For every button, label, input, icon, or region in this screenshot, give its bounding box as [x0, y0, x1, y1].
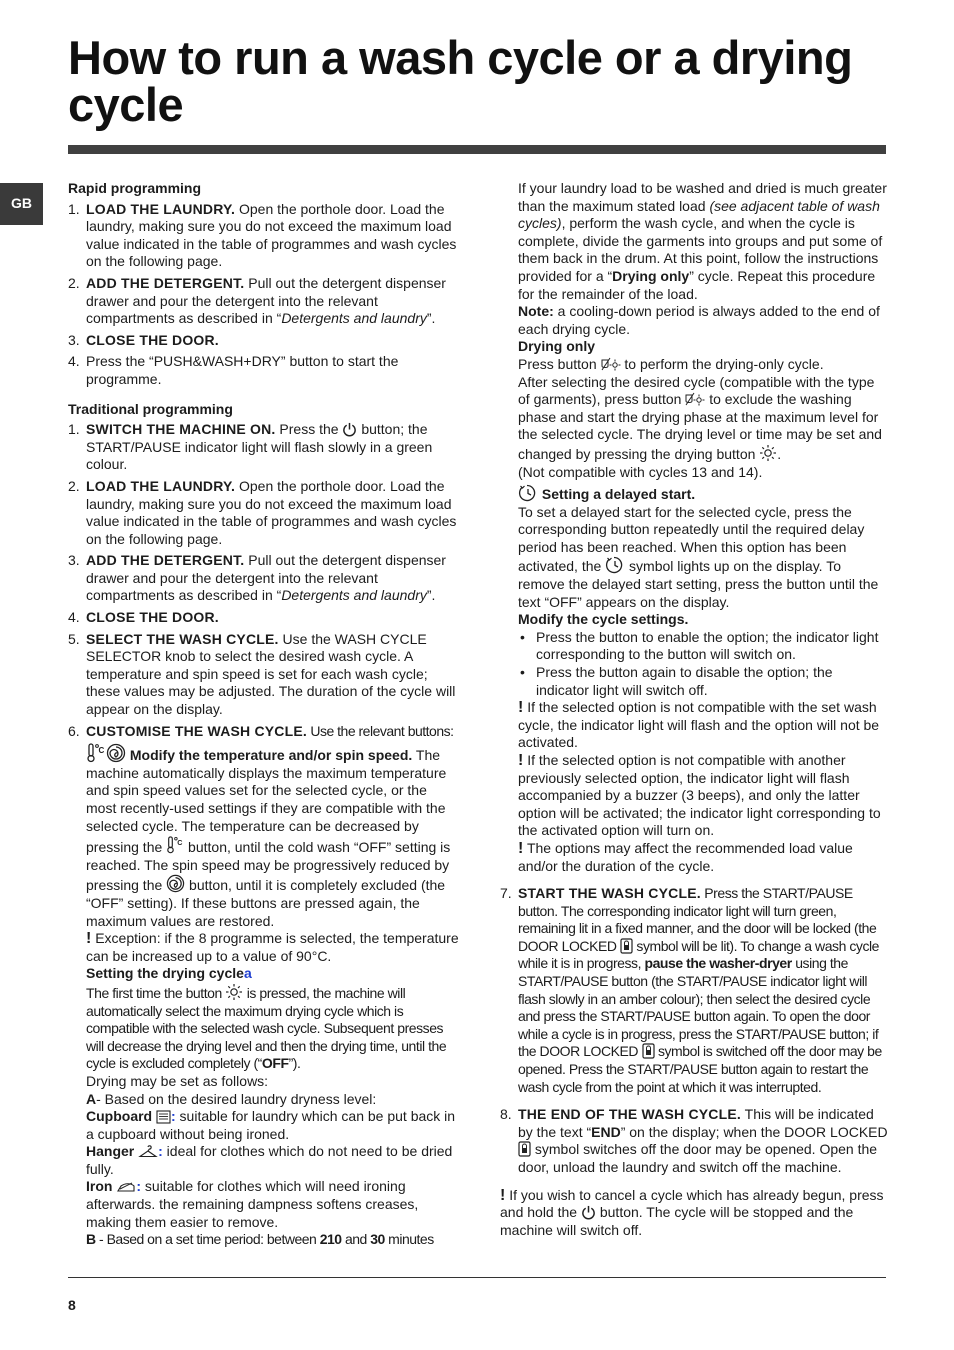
door-locked-icon	[620, 938, 633, 954]
drying-heading-suffix: a	[243, 965, 252, 982]
option-b-unit: minutes	[384, 1231, 434, 1248]
intro-a: If your laundry load to be washed and dried is much greater than the maximum stated load	[518, 180, 887, 214]
rapid-steps	[68, 201, 460, 389]
cupboard-label: Cupboard	[86, 1108, 156, 1125]
spin-icon	[106, 743, 126, 763]
step-text: Use the relevant buttons:	[306, 722, 454, 739]
exception-text: Exception: if the 8 programme is selected, the temperature can be increased up to a value of 90°C.	[86, 930, 459, 964]
cupboard-colon: :	[171, 1108, 176, 1125]
drying-only-icon	[601, 356, 621, 372]
temperature-icon	[86, 743, 106, 763]
traditional-steps	[68, 421, 460, 1249]
step-text: symbol switches off the door may be opened. Open the door, unload the laundry and switch off the machine.	[518, 1141, 878, 1175]
drying-text	[86, 983, 460, 1073]
step-title: CUSTOMISE THE WASH CYCLE.	[86, 722, 307, 739]
drying-heading-text: Setting the drying cycle	[86, 965, 244, 982]
delay-b: symbol lights up on the display. To remove the delayed start setting, press the button until the text “OFF” appears on the display.	[518, 558, 879, 610]
footer-rule	[68, 1277, 886, 1278]
title-rule	[68, 145, 886, 154]
warning-3	[518, 840, 888, 875]
delay-text	[518, 504, 888, 612]
step-title: THE END OF THE WASH CYCLE.	[518, 1106, 741, 1123]
warning-mark: !	[518, 699, 524, 717]
step-text: ” on the display; when the DOOR LOCKED	[620, 1123, 888, 1140]
step-text-end: ”.	[426, 310, 436, 327]
option-b-max: 210	[319, 1231, 342, 1248]
modify-text: The machine automatically displays the maximum temperature and spin speed values set for the selected cycle, or the most recently-used settings if they are compatible with the selected cycle. The temperature can be decreased by pressing the	[86, 747, 447, 856]
rapid-step-1	[68, 201, 460, 271]
step-text: button; the START/PAUSE indicator light will flash slowly in a green colour.	[86, 421, 433, 473]
step-text: Use the WASH CYCLE SELECTOR knob to select the desired wash cycle. A temperature and spin speed is set for each wash cycle; these values may be adjusted. The duration of the cycle will appear on the display.	[86, 630, 456, 718]
cancel-text: button. The cycle will be stopped and the machine will switch off.	[500, 1204, 854, 1238]
step-ref: Detergents and laundry	[281, 310, 427, 327]
modify-bullet: • Press the button to enable the option; the indicator light corresponding to the button will switch on.	[518, 629, 888, 664]
iron-option	[86, 1178, 460, 1231]
rapid-step-4	[68, 353, 460, 388]
option-b-label: B	[86, 1231, 96, 1248]
iron-text: suitable for clothes which will need ironing afterwards. the remaining dampness softens creases, making them easier to remove.	[86, 1178, 419, 1230]
door-locked-icon	[642, 1043, 655, 1059]
option-a-text: - Based on the desired laundry dryness level:	[96, 1090, 377, 1107]
drying-only-icon	[685, 391, 705, 407]
step-title: ADD THE DETERGENT.	[86, 552, 245, 569]
step-7	[500, 885, 888, 1096]
step-title: ADD THE DETERGENT.	[86, 274, 245, 291]
note-text: a cooling-down period is always added to the end of each drying cycle.	[518, 303, 880, 337]
warning-2	[518, 752, 888, 840]
hanger-icon	[138, 1145, 158, 1159]
right-steps-column	[500, 885, 888, 1239]
step-text: Press the	[275, 421, 343, 438]
step-number: 8.	[500, 1106, 512, 1123]
right-column	[518, 180, 888, 875]
hanger-text: ideal for clothes which do not need to be dried fully.	[86, 1143, 453, 1177]
intro-drying-only: Drying only	[612, 267, 690, 284]
hanger-colon: :	[158, 1143, 163, 1160]
rapid-heading: Rapid programming	[68, 180, 202, 196]
delay-icon	[518, 484, 538, 502]
step-text: This will be indicated by the text “	[518, 1106, 874, 1140]
drying-icon	[225, 983, 243, 1001]
cancel-text: If you wish to cancel a cycle which has already begun, press and hold the	[500, 1186, 884, 1221]
warning-mark: !	[86, 930, 92, 948]
step-text: Open the porthole door. Load the laundry, making sure you do not exceed the maximum load value indicated in the table of programmes and wash cycles on the following page.	[86, 200, 457, 270]
warning-mark: !	[500, 1186, 506, 1204]
step-title: SELECT THE WASH CYCLE.	[86, 630, 279, 647]
trad-step-2	[68, 478, 460, 548]
step-text: Pull out the detergent dispenser drawer and pour the detergent into the relevant compartments as described in “	[86, 274, 446, 327]
drying-only-text	[518, 356, 888, 374]
drying-heading	[86, 965, 460, 983]
warning-text: If the selected option is not compatible with another previously selected option, the indicator light will flash accompanied by a buzzer (3 beeps), and only the latter option will be activated; the indicator light corresponding to the activated option will turn on.	[518, 752, 881, 839]
option-b	[86, 1231, 460, 1249]
rapid-step-2	[68, 275, 460, 328]
drying-only-heading: Drying only	[518, 338, 596, 355]
trad-step-3	[68, 552, 460, 605]
power-icon	[581, 1205, 596, 1220]
modify-temp-spin	[86, 743, 460, 930]
option-b-and: and	[341, 1231, 371, 1248]
drying-icon	[759, 444, 777, 462]
intro-c: ” cycle. Repeat this procedure for the remainder of the load.	[518, 267, 876, 302]
modify-settings-heading: Modify the cycle settings.	[518, 611, 689, 628]
cupboard-option	[86, 1108, 460, 1143]
warning-text: If the selected option is not compatible with the set wash cycle, the indicator light will flash and the option will not be activated.	[518, 699, 880, 751]
intro-b: , perform the wash cycle, and when the cycle is complete, divide the garments into groups and put some of them back in the drum. At this point, follow the instructions provided for a “	[518, 215, 883, 284]
drying-only-e: .	[777, 445, 782, 462]
rapid-step-3	[68, 332, 460, 350]
modify-heading: Modify the temperature and/or spin speed.	[126, 747, 413, 764]
step-number: 3.	[68, 552, 80, 569]
modify-text: button, until it is completely excluded (the “OFF” setting). If these buttons are pressed again, the maximum values are restored.	[86, 877, 446, 929]
step-number: 2.	[68, 274, 80, 291]
svg-text:C: C	[98, 746, 105, 756]
drying-only-a: Press button	[518, 355, 601, 372]
step-text-end: ”.	[426, 587, 436, 604]
step-number: 3.	[68, 331, 80, 348]
drying-only-d: to exclude the washing phase and start the drying phase at the maximum level for the selected cycle. The drying level or time may be set and changed by pressing the drying button	[518, 391, 882, 462]
drying-text-c: ”).	[288, 1055, 301, 1072]
step-number: 5.	[68, 630, 80, 647]
step-text: Pull out the detergent dispenser drawer and pour the detergent into the relevant compartments as described in “	[86, 552, 446, 604]
step-number: 4.	[68, 353, 80, 370]
step-title: CLOSE THE DOOR.	[86, 609, 219, 626]
drying-text-a: The first time the button	[86, 984, 226, 1001]
step-text: using the START/PAUSE button (the START/PAUSE indicator light will flash slowly in an amber colour); then select the desired cycle and press the START/PAUSE button again. To open the door while a cycle is in progress, press the START/PAUSE button; if the DOOR LOCKED	[518, 955, 879, 1060]
spin-icon	[166, 874, 185, 893]
exception-note	[86, 930, 460, 965]
final-steps	[500, 885, 888, 1177]
hanger-option	[86, 1143, 460, 1178]
option-a-label: A	[86, 1090, 97, 1107]
end-text: END	[591, 1123, 621, 1140]
traditional-heading: Traditional programming	[68, 400, 233, 417]
modify-settings-list	[518, 629, 888, 699]
iron-colon: :	[136, 1178, 142, 1195]
option-b-min: 30	[370, 1231, 385, 1248]
temperature-icon	[166, 835, 184, 855]
step-ref: Detergents and laundry	[281, 587, 427, 604]
drying-only-b: to perform the drying-only cycle.	[620, 355, 824, 372]
hanger-label: Hanger	[86, 1143, 139, 1160]
page-title: How to run a wash cycle or a drying cycle	[68, 31, 853, 131]
drying-text-b: is pressed, the machine will automatically select the maximum drying cycle which is compatible with the selected wash cycle. Subsequent presses will decrease the drying level and then the drying time, until the cycle is excluded completely (“	[86, 984, 447, 1072]
option-b-text: - Based on a set time period: between	[95, 1231, 320, 1248]
cupboard-text: suitable for laundry which can be put back in a cupboard without being ironed.	[86, 1108, 456, 1142]
trad-step-6	[68, 723, 460, 1249]
intro-ref: (see adjacent table of wash cycles)	[518, 197, 880, 232]
step-number: 6.	[68, 722, 80, 739]
modify-bullet: • Press the button again to disable the option; the indicator light will switch off.	[518, 664, 888, 699]
step-text: symbol will be lit). To change a wash cycle while it is in progress,	[518, 937, 880, 972]
delay-a: To set a delayed start for the selected cycle, press the corresponding button repeatedly until the required delay period has been reached. When this option has been activated, the	[518, 503, 865, 575]
step-title: LOAD THE LAUNDRY.	[86, 477, 236, 494]
cooling-note	[518, 303, 888, 338]
page-number: 8	[68, 1297, 76, 1313]
step-number: 1.	[68, 200, 80, 217]
delay-heading	[518, 484, 888, 504]
delay-icon	[605, 556, 625, 574]
step-text: Press the START/PAUSE button. The corresponding indicator light will turn green, remaining lit in a fixed manner, and the door will be locked (the DOOR LOCKED	[518, 885, 877, 954]
cupboard-icon	[156, 1110, 171, 1124]
step-title: CLOSE THE DOOR.	[86, 331, 219, 348]
svg-text:C: C	[177, 838, 183, 848]
left-column	[68, 180, 460, 1261]
option-a	[86, 1091, 460, 1109]
step-number: 4.	[68, 609, 80, 626]
drying-only-c: After selecting the desired cycle (compatible with the type of garments), press button	[518, 373, 875, 408]
warning-mark: !	[518, 839, 524, 857]
door-locked-icon	[518, 1141, 531, 1157]
step-title: START THE WASH CYCLE.	[518, 885, 701, 901]
step-number: 2.	[68, 477, 80, 494]
step-8	[500, 1106, 888, 1176]
warning-mark: !	[518, 752, 524, 769]
cancel-note	[500, 1187, 888, 1240]
delay-heading-text: Setting a delayed start.	[538, 486, 696, 503]
step-text: Press the “PUSH&WASH+DRY” button to start the programme.	[86, 353, 399, 387]
iron-label: Iron	[86, 1178, 117, 1195]
step-title: LOAD THE LAUNDRY.	[86, 200, 236, 217]
warning-text: The options may affect the recommended load value and/or the duration of the cycle.	[518, 839, 853, 874]
note-label: Note:	[518, 303, 554, 320]
iron-icon	[116, 1180, 136, 1194]
drying-options-intro: Drying may be set as follows:	[86, 1072, 269, 1089]
drying-only-compat: (Not compatible with cycles 13 and 14).	[518, 463, 763, 480]
drying-off: OFF	[261, 1055, 289, 1072]
step-title: SWITCH THE MACHINE ON.	[86, 421, 276, 438]
power-icon	[342, 422, 357, 437]
large-load-intro	[518, 180, 888, 303]
step-number: 1.	[68, 421, 80, 438]
modify-text: button, until the cold wash “OFF” setting is reached. The spin speed may be progressively reduced by pressing the	[86, 839, 451, 894]
step-emphasis: pause the washer-dryer	[644, 955, 792, 972]
warning-1	[518, 699, 888, 752]
trad-step-4	[68, 609, 460, 627]
step-text: Open the porthole door. Load the laundry, making sure you do not exceed the maximum load value indicated in the table of programmes and wash cycles on the following page.	[86, 477, 457, 547]
step-text: symbol is switched off the door may be opened. Press the START/PAUSE button again to restart the wash cycle from the point at which it was interrupted.	[518, 1043, 882, 1095]
trad-step-1	[68, 421, 460, 474]
trad-step-5	[68, 631, 460, 719]
drying-only-detail	[518, 374, 888, 464]
language-tab: GB	[0, 183, 43, 225]
step-number: 7.	[500, 885, 512, 901]
